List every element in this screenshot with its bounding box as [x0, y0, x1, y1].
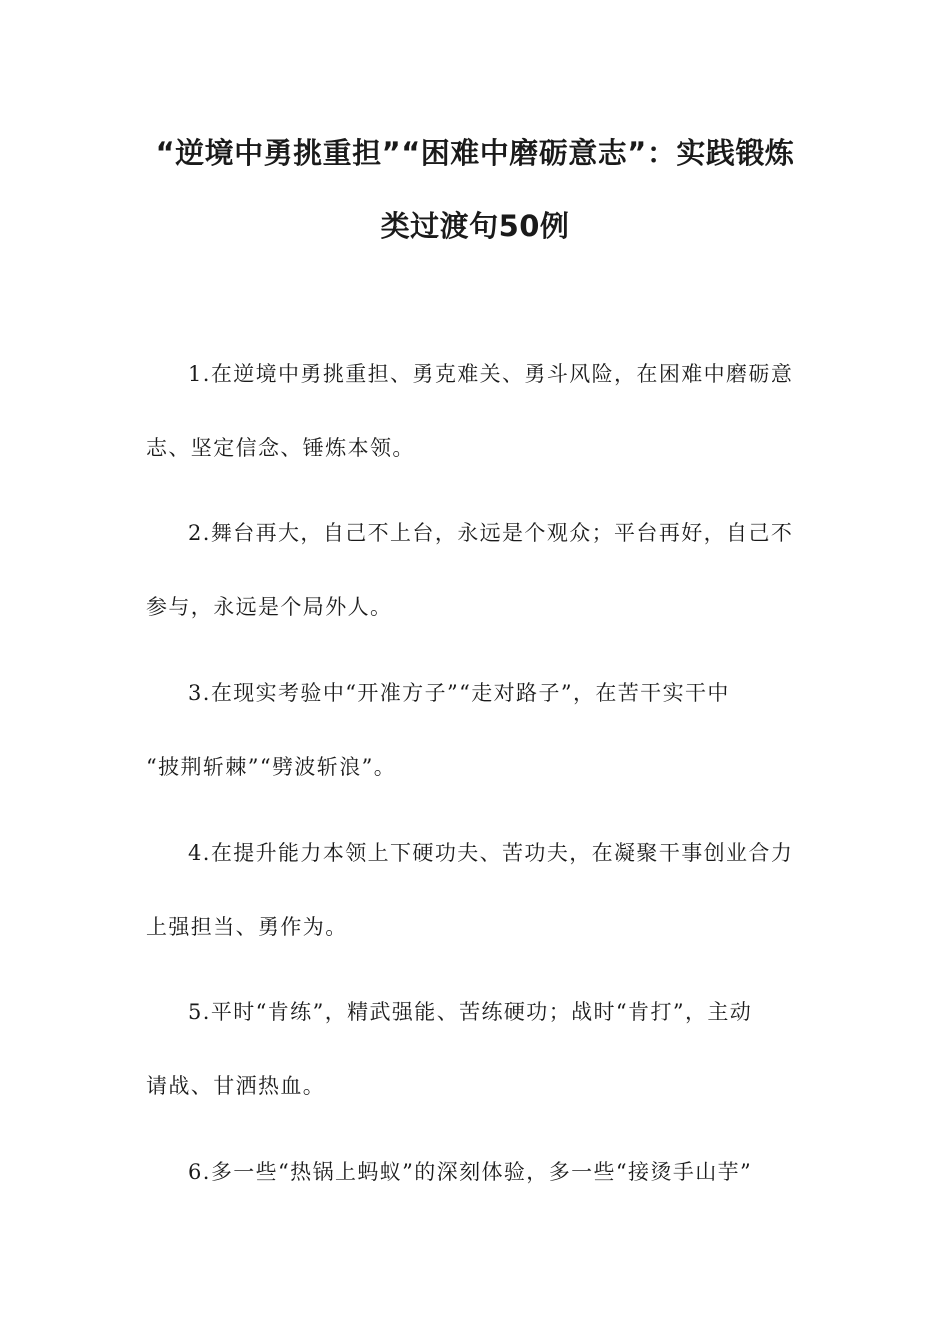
paragraph-1-line-1: 1.在逆境中勇挑重担、勇克难关、勇斗风险，在困难中磨砺意 — [188, 362, 794, 386]
paragraph-4-line-2: 上强担当、勇作为。 — [146, 915, 348, 939]
paragraph-3-line-2: “披荆斩棘”“劈波斩浪”。 — [146, 755, 397, 779]
paragraph-5-line-1: 5.平时“肯练”，精武强能、苦练硬功；战时“肯打”，主动 — [188, 1000, 753, 1024]
paragraph-6-line-1: 6.多一些“热锅上蚂蚁”的深刻体验，多一些“接烫手山芋” — [188, 1160, 753, 1184]
paragraph-2-line-2: 参与，永远是个局外人。 — [146, 595, 393, 619]
document-title-line-1: “逆境中勇挑重担”“困难中磨砺意志”：实践锻炼 — [155, 136, 795, 170]
paragraph-2-line-1: 2.舞台再大，自己不上台，永远是个观众；平台再好，自己不 — [188, 521, 794, 545]
document-title-line-2: 类过渡句50例 — [380, 209, 570, 243]
paragraph-3-line-1: 3.在现实考验中“开准方子”“走对路子”，在苦干实干中 — [188, 681, 730, 705]
paragraph-5-line-2: 请战、甘洒热血。 — [146, 1074, 326, 1098]
paragraph-4-line-1: 4.在提升能力本领上下硬功夫、苦功夫，在凝聚干事创业合力 — [188, 841, 794, 865]
paragraph-1-line-2: 志、坚定信念、锤炼本领。 — [146, 436, 415, 460]
